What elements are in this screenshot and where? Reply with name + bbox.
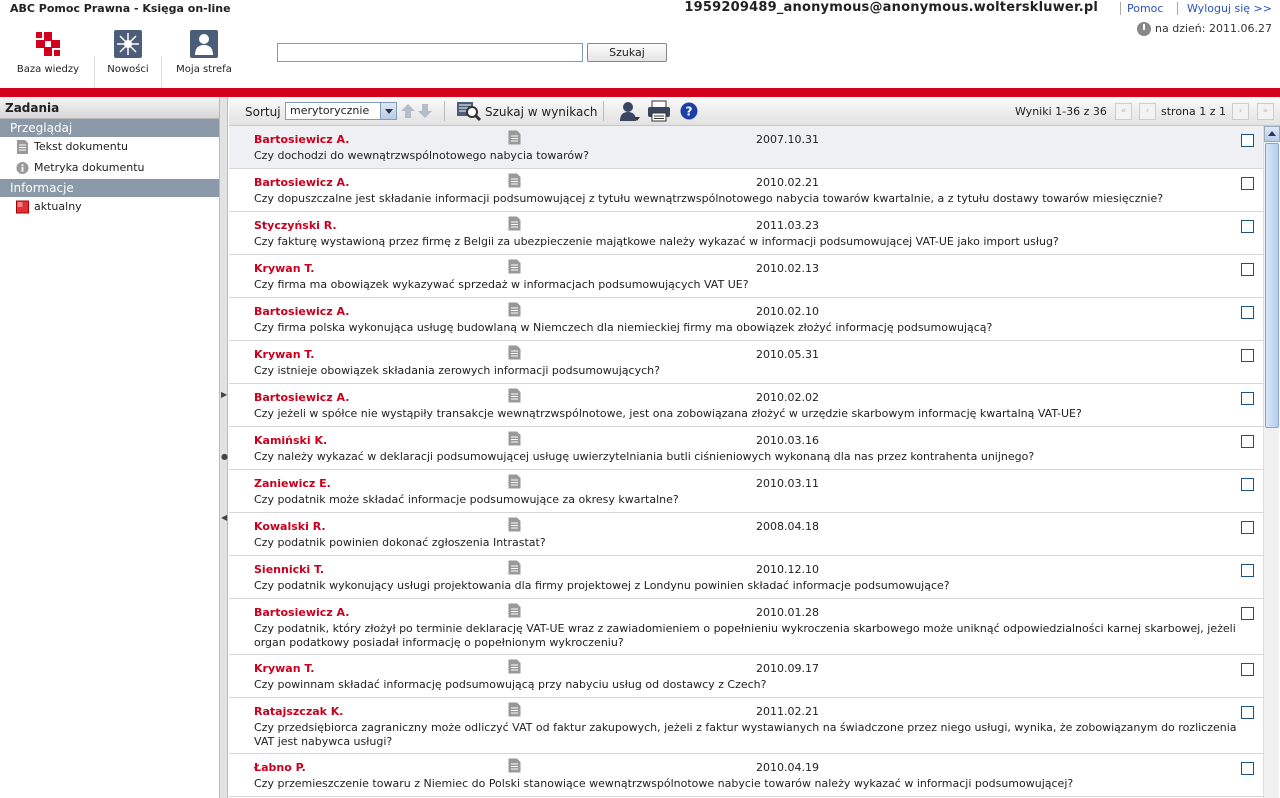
result-date: 2010.09.17 xyxy=(756,662,819,675)
result-checkbox[interactable] xyxy=(1241,392,1254,405)
prev-page-button[interactable]: ‹ xyxy=(1139,103,1156,120)
news-icon xyxy=(114,30,142,58)
sidebar-title: Zadania xyxy=(0,97,220,119)
nav-news[interactable] xyxy=(88,26,168,75)
document-icon[interactable] xyxy=(508,659,521,674)
collapse-arrow-icon[interactable]: ▶ xyxy=(221,390,228,399)
result-question[interactable]: Czy firma polska wykonująca usługę budowlaną w Niemczech dla niemieckiej firmy ma obowiązek złożyć informację podsumowującą? xyxy=(254,321,993,334)
result-checkbox[interactable] xyxy=(1241,349,1254,362)
help-link[interactable]: Pomoc xyxy=(1127,2,1164,15)
document-icon[interactable] xyxy=(508,603,521,618)
print-icon[interactable] xyxy=(647,100,671,122)
search-input[interactable] xyxy=(277,43,583,62)
result-date: 2011.02.21 xyxy=(756,705,819,718)
result-question[interactable]: Czy podatnik, który złożył po terminie deklarację VAT-UE wraz z zawiadomieniem o popełnieniu wykroczenia skarbowego może uniknąć odpowiedzialności karnej skarbowej, jeżeli organ podatkowy posiadał informację o popełnionym wykroczeniu? xyxy=(254,622,1236,649)
user-zone-icon xyxy=(190,30,218,58)
result-row[interactable] xyxy=(229,427,1263,470)
sort-value: merytorycznie xyxy=(290,104,370,117)
result-author[interactable]: Siennicki T. xyxy=(254,563,325,576)
result-author[interactable]: Kamiński K. xyxy=(254,434,328,447)
chevron-down-icon[interactable] xyxy=(380,103,396,119)
divider xyxy=(603,101,604,121)
top-bar xyxy=(0,0,1280,17)
result-date: 2008.04.18 xyxy=(756,520,819,533)
logout-link[interactable]: Wyloguj się >> xyxy=(1187,2,1272,15)
result-row[interactable] xyxy=(229,341,1263,384)
divider xyxy=(1120,2,1121,15)
result-row[interactable] xyxy=(229,655,1263,698)
date-display xyxy=(1137,22,1272,36)
result-row[interactable] xyxy=(229,513,1263,556)
sort-label: Sortuj xyxy=(245,105,281,119)
result-checkbox[interactable] xyxy=(1241,564,1254,577)
document-icon[interactable] xyxy=(508,388,521,403)
document-icon[interactable] xyxy=(508,517,521,532)
result-row[interactable] xyxy=(229,298,1263,341)
document-icon[interactable] xyxy=(508,259,521,274)
result-date: 2010.03.11 xyxy=(756,477,819,490)
result-date: 2010.02.02 xyxy=(756,391,819,404)
nav-label: Baza wiedzy xyxy=(16,64,80,75)
result-checkbox[interactable] xyxy=(1241,134,1254,147)
result-row[interactable] xyxy=(229,698,1263,754)
result-row[interactable] xyxy=(229,169,1263,212)
result-checkbox[interactable] xyxy=(1241,177,1254,190)
document-icon[interactable] xyxy=(508,702,521,717)
scroll-thumb[interactable] xyxy=(1265,143,1279,428)
document-icon[interactable] xyxy=(508,302,521,317)
result-row[interactable] xyxy=(229,255,1263,298)
page-indicator: strona 1 z 1 xyxy=(1161,105,1227,118)
result-author[interactable]: Styczyński R. xyxy=(254,219,337,232)
result-author[interactable]: Bartosiewicz A. xyxy=(254,606,350,619)
result-date: 2010.01.28 xyxy=(756,606,819,619)
result-row[interactable] xyxy=(229,470,1263,513)
result-date: 2010.02.21 xyxy=(756,176,819,189)
result-checkbox[interactable] xyxy=(1241,306,1254,319)
result-date: 2011.03.23 xyxy=(756,219,819,232)
document-icon[interactable] xyxy=(508,758,521,773)
splitter-handle-icon[interactable]: ● xyxy=(221,452,228,461)
result-checkbox[interactable] xyxy=(1241,263,1254,276)
result-date: 2010.02.10 xyxy=(756,305,819,318)
tasks-sidebar xyxy=(0,97,220,798)
result-checkbox[interactable] xyxy=(1241,607,1254,620)
red-square-icon xyxy=(16,200,29,214)
result-date: 2010.04.19 xyxy=(756,761,819,774)
result-date: 2010.03.16 xyxy=(756,434,819,447)
date-text: na dzień: 2011.06.27 xyxy=(1155,22,1272,35)
result-checkbox[interactable] xyxy=(1241,521,1254,534)
result-author[interactable]: Krywan T. xyxy=(254,662,315,675)
help-icon[interactable] xyxy=(680,102,698,120)
expand-arrow-icon[interactable]: ◀ xyxy=(221,513,228,522)
result-date: 2007.10.31 xyxy=(756,133,819,146)
sidebar-item-label: Metryka dokumentu xyxy=(34,161,145,174)
result-question[interactable]: Czy podatnik powinien dokonać zgłoszenia Intrastat? xyxy=(254,536,546,549)
nav-my-zone[interactable] xyxy=(164,26,244,75)
document-icon[interactable] xyxy=(508,345,521,360)
result-row[interactable] xyxy=(229,556,1263,599)
result-author[interactable]: Kowalski R. xyxy=(254,520,326,533)
sidebar-item-label: Tekst dokumentu xyxy=(34,140,128,153)
search-button[interactable]: Szukaj xyxy=(587,43,667,62)
search-in-results-link[interactable]: Szukaj w wynikach xyxy=(485,105,598,119)
app-title: ABC Pomoc Prawna - Księga on-line xyxy=(10,2,231,15)
nav-label: Moja strefa xyxy=(176,64,232,75)
result-question[interactable]: Czy podatnik wykonujący usługi projektowania dla firmy projektowej z Londynu powinien składać informacje podsumowujące? xyxy=(254,579,950,592)
results-toolbar xyxy=(229,97,1280,126)
result-checkbox[interactable] xyxy=(1241,220,1254,233)
document-icon[interactable] xyxy=(508,173,521,188)
divider xyxy=(444,101,445,121)
sort-select[interactable] xyxy=(285,102,397,120)
result-question[interactable]: Czy należy wykazać w deklaracji podsumowującej usługę uwierzytelniania butli ciśnieniowych wykonaną dla nas przez kontrahenta unijnego? xyxy=(254,450,1035,463)
document-icon[interactable] xyxy=(508,560,521,575)
sidebar-item-document-metadata[interactable] xyxy=(0,158,220,179)
svg-text:?: ? xyxy=(685,104,693,119)
result-date: 2010.12.10 xyxy=(756,563,819,576)
result-checkbox[interactable] xyxy=(1241,663,1254,676)
result-checkbox[interactable] xyxy=(1241,478,1254,491)
result-question[interactable]: Czy firma ma obowiązek wykazywać sprzedaż w informacjach podsumowujących VAT UE? xyxy=(254,278,749,291)
result-row[interactable] xyxy=(229,754,1263,797)
document-icon[interactable] xyxy=(508,130,521,145)
result-date: 2010.02.13 xyxy=(756,262,819,275)
result-author[interactable]: Bartosiewicz A. xyxy=(254,133,350,146)
sidebar-item-label: aktualny xyxy=(34,200,82,213)
result-author[interactable]: Bartosiewicz A. xyxy=(254,305,350,318)
result-question[interactable]: Czy podatnik może składać informacje podsumowujące za okresy kwartalne? xyxy=(254,493,679,506)
accent-bar xyxy=(0,88,1280,97)
result-row[interactable] xyxy=(229,212,1263,255)
document-icon[interactable] xyxy=(508,431,521,446)
result-author[interactable]: Bartosiewicz A. xyxy=(254,176,350,189)
sort-arrows-icon[interactable] xyxy=(400,102,434,120)
result-question[interactable]: Czy przemieszczenie towaru z Niemiec do Polski stanowiące wewnątrzwspólnotowe nabycie towarów należy wykazać w informacji podsumowującej? xyxy=(254,777,1074,790)
panel-splitter[interactable] xyxy=(220,97,228,798)
result-question[interactable]: Czy istnieje obowiązek składania zerowych informacji podsumowujących? xyxy=(254,364,660,377)
result-question[interactable]: Czy fakturę wystawioną przez firmę z Belgii za ubezpieczenie majątkowe należy wykazać w informacji podsumowującej VAT-UE jako import usług? xyxy=(254,235,1059,248)
document-icon xyxy=(16,140,29,154)
result-checkbox[interactable] xyxy=(1241,762,1254,775)
result-question[interactable]: Czy dopuszczalne jest składanie informacji podsumowującej z tytułu wewnątrzwspólnotowego nabycia towarów kwartalnie, a z tytułu dostawy towarów miesięcznie? xyxy=(254,192,1164,205)
sidebar-section-info[interactable]: Informacje xyxy=(0,179,220,197)
result-question[interactable]: Czy przedsiębiorca zagraniczny może odliczyć VAT od faktur zakupowych, jeżeli z faktur wystawianych na świadczone przez niego usługi, wynika, że zobowiązanym do rozliczenia VAT jest nabywca usługi? xyxy=(254,721,1237,748)
result-question[interactable]: Czy powinnam składać informację podsumowującą przy nabyciu usług od dostawcy z Czech? xyxy=(254,678,767,691)
nav-knowledge-base[interactable] xyxy=(8,26,88,75)
nav-label: Nowości xyxy=(107,64,149,75)
result-author[interactable]: Krywan T. xyxy=(254,348,315,361)
result-question[interactable]: Czy dochodzi do wewnątrzwspólnotowego nabycia towarów? xyxy=(254,149,589,162)
result-author[interactable]: Bartosiewicz A. xyxy=(254,391,350,404)
scroll-up-button[interactable] xyxy=(1264,126,1280,142)
result-author[interactable]: Łabno P. xyxy=(254,761,306,774)
search-in-results-icon[interactable] xyxy=(457,101,481,121)
result-row[interactable] xyxy=(229,384,1263,427)
result-date: 2010.05.31 xyxy=(756,348,819,361)
result-question[interactable]: Czy jeżeli w spółce nie wystąpiły transakcje wewnątrzwspólnotowe, jest ona zobowiązana złożyć w urzędzie skarbowym informację kwartalną VAT-UE? xyxy=(254,407,1082,420)
result-author[interactable]: Krywan T. xyxy=(254,262,315,275)
first-page-button[interactable]: « xyxy=(1115,103,1132,120)
result-row[interactable] xyxy=(229,599,1263,655)
sidebar-section-browse[interactable]: Przeglądaj xyxy=(0,119,220,137)
cross-logo-icon xyxy=(34,30,62,58)
scrollbar[interactable] xyxy=(1263,126,1279,798)
next-page-button[interactable]: › xyxy=(1232,103,1249,120)
result-checkbox[interactable] xyxy=(1241,435,1254,448)
user-name: 1959209489_anonymous@anonymous.wolterskluwer.pl xyxy=(684,0,1098,15)
clock-icon xyxy=(1137,22,1151,36)
last-page-button[interactable]: » xyxy=(1257,103,1274,120)
results-list xyxy=(229,126,1263,798)
sidebar-item-current xyxy=(0,197,220,218)
result-row[interactable] xyxy=(229,126,1263,169)
divider xyxy=(1177,2,1178,15)
results-count: Wyniki 1-36 z 36 xyxy=(1015,105,1107,118)
info-icon xyxy=(16,161,29,175)
document-icon[interactable] xyxy=(508,474,521,489)
sidebar-item-document-text[interactable] xyxy=(0,137,220,158)
document-icon[interactable] xyxy=(508,216,521,231)
user-settings-icon[interactable] xyxy=(619,101,641,123)
result-author[interactable]: Zaniewicz E. xyxy=(254,477,331,490)
result-checkbox[interactable] xyxy=(1241,706,1254,719)
result-author[interactable]: Ratajszczak K. xyxy=(254,705,344,718)
